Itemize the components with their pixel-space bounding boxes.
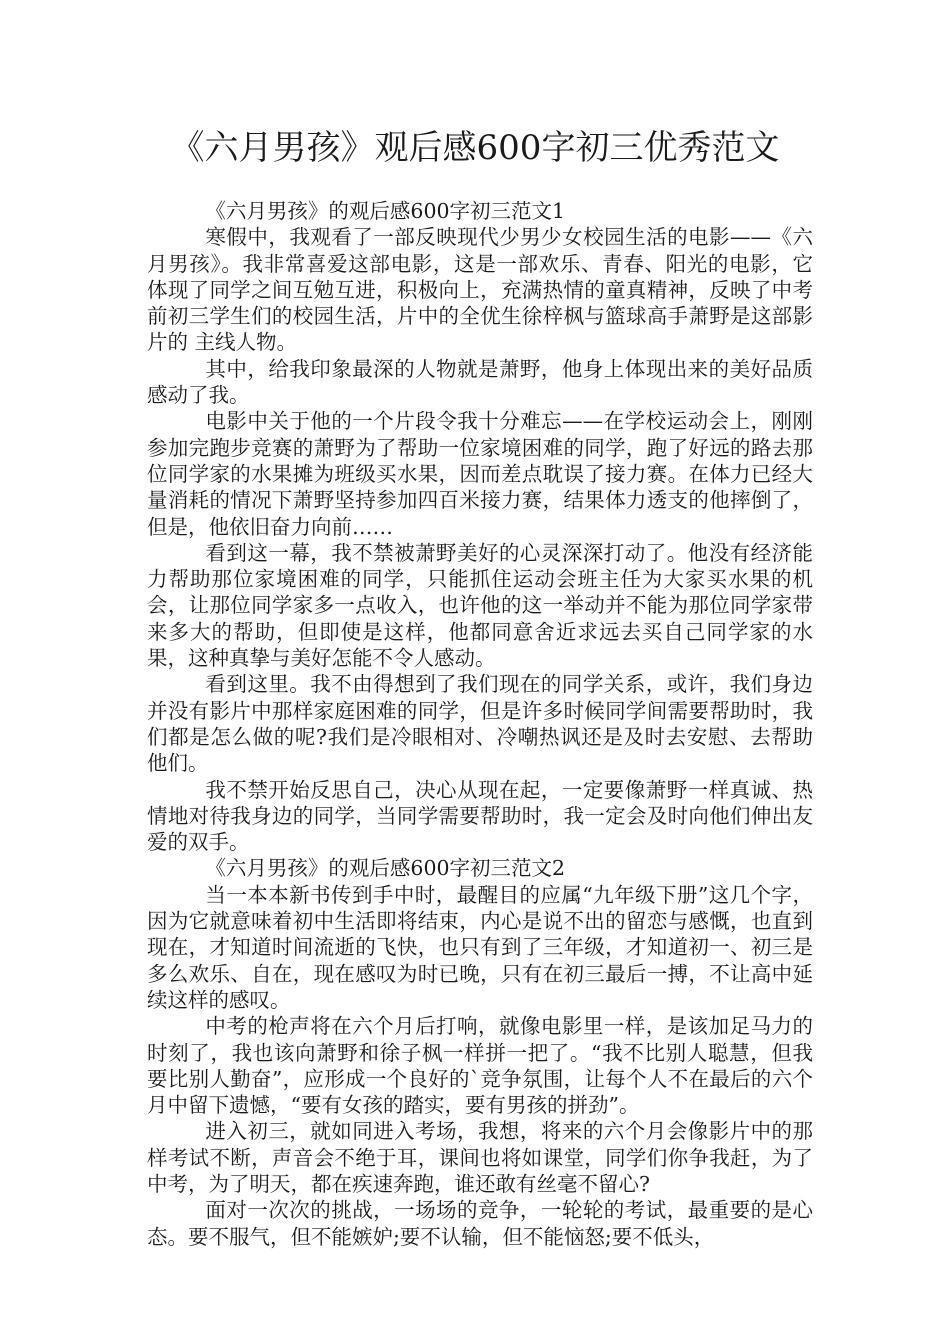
paragraph: 当一本本新书传到手中时，最醒目的应属“九年级下册”这几个字，因为它就意味着初中生活即将结束，内心是说不出的留恋与感慨，也直到现在，才知道时间流逝的飞快，也只有到了三年级，才知道初一、初三是多么欢乐、自在，现在感叹为时已晚，只有在初三最后一搏，不让高中延续这样的感叹。 (147, 882, 813, 1012)
paragraph: 其中，给我印象最深的人物就是萧野，他身上体现出来的美好品质感动了我。 (147, 356, 813, 408)
paragraph: 电影中关于他的一个片段令我十分难忘——在学校运动会上，刚刚参加完跑步竞赛的萧野为了帮助一位家境困难的同学，跑了好远的路去那位同学家的水果摊为班级买水果，因而差点耽误了接力赛。在体力已经大量消耗的情况下萧野坚持参加四百米接力赛，结果体力透支的他摔倒了，但是，他依旧奋力向前…… (147, 409, 813, 539)
paragraph: 我不禁开始反思自己，决心从现在起，一定要像萧野一样真诚、热情地对待我身边的同学，当同学需要帮助时，我一定会及时向他们伸出友爱的双手。 (147, 777, 813, 855)
paragraph: 看到这里。我不由得想到了我们现在的同学关系，或许，我们身边并没有影片中那样家庭困难的同学，但是许多时候同学间需要帮助时，我们都是怎么做的呢?我们是冷眼相对、冷嘲热讽还是及时去安慰、去帮助他们。 (147, 672, 813, 776)
paragraph: 中考的枪声将在六个月后打响，就像电影里一样，是该加足马力的时刻了，我也该向萧野和徐子枫一样拼一把了。“我不比别人聪慧，但我要比别人勤奋”，应形成一个良好的`竞争氛围，让每个人不在最后的六个月中留下遗憾，“要有女孩的踏实，要有男孩的拼劲”。 (147, 1014, 813, 1118)
paragraph: 进入初三，就如同进入考场，我想，将来的六个月会像影片中的那样考试不断，声音会不绝于耳，课间也将如课堂，同学们你争我赶，为了中考，为了明天，都在疾速奔跑，谁还敢有丝毫不留心? (147, 1119, 813, 1196)
paragraph: 看到这一幕，我不禁被萧野美好的心灵深深打动了。他没有经济能力帮助那位家境困难的同学，只能抓住运动会班主任为大家买水果的机会，让那位同学家多一点收入，也许他的这一举动并不能为那位同学家带来多大的帮助，但即使是这样，他都同意舍近求远去买自己同学家的水果，这种真挚与美好怎能不令人感动。 (147, 540, 813, 671)
document-body (147, 198, 813, 1250)
section-heading-2: 《六月男孩》的观后感600字初三范文2 (205, 856, 566, 881)
paragraph: 面对一次次的挑战，一场场的竞争，一轮轮的考试，最重要的是心态。要不服气，但不能嫉妒;要不认输，但不能恼怒;要不低头， (147, 1198, 813, 1249)
document-title: 《六月男孩》观后感600字初三优秀范文 (170, 128, 780, 168)
section-heading-1: 《六月男孩》的观后感600字初三范文1 (205, 199, 566, 223)
paragraph: 寒假中，我观看了一部反映现代少男少女校园生活的电影——《六月男孩》。我非常喜爱这部电影，这是一部欢乐、青春、阳光的电影，它体现了同学之间互勉互进，积极向上，充满热情的童真精神，反映了中考前初三学生们的校园生活，片中的全优生徐梓枫与篮球高手萧野是这部影片的 主线人物。 (147, 225, 813, 355)
